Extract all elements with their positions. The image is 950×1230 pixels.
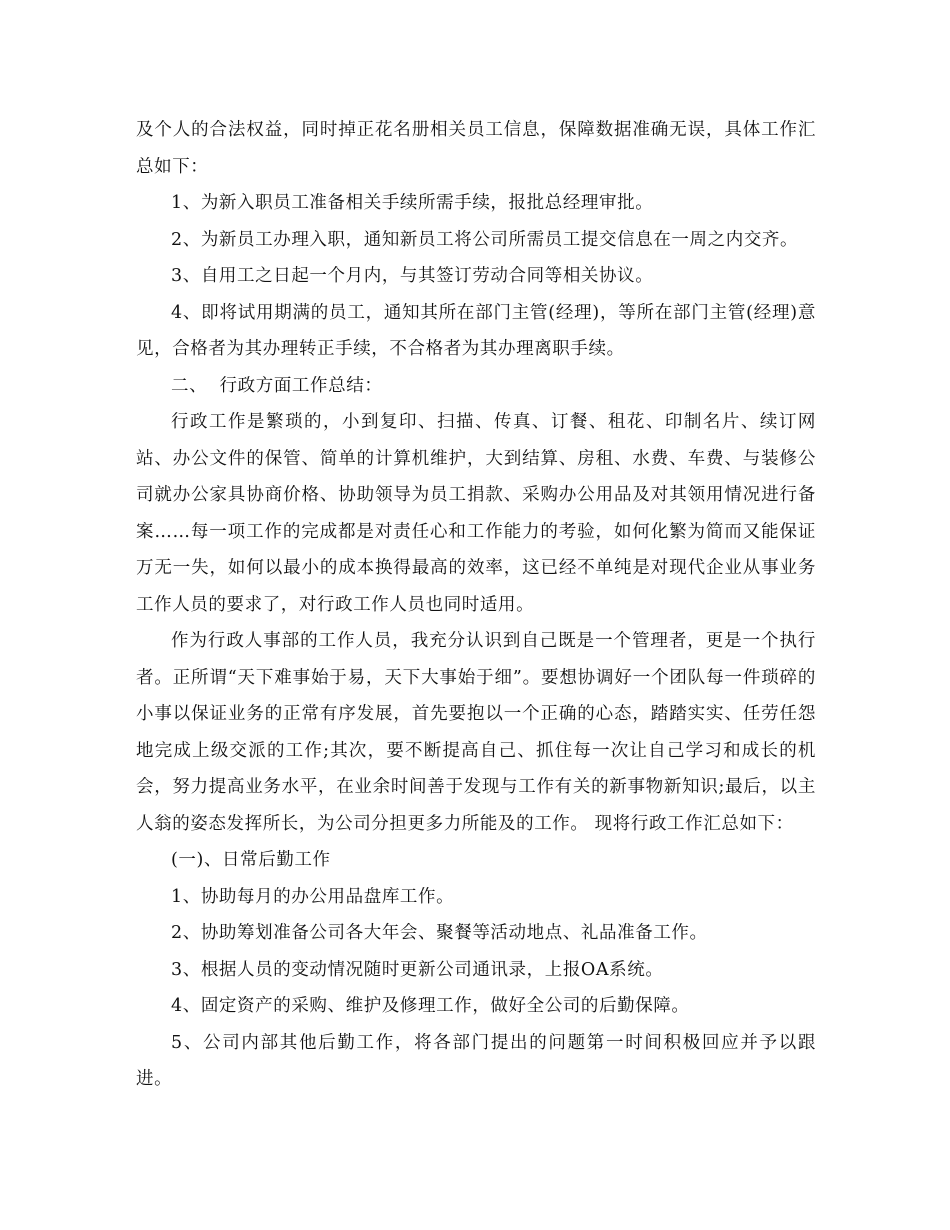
paragraph-logistics-2: 2、协助筹划准备公司各大年会、聚餐等活动地点、礼品准备工作。	[171, 923, 708, 943]
paragraph-intro: 及个人的合法权益，同时掉正花名册相关员工信息，保障数据准确无误，具体工作汇总如下：	[136, 120, 816, 177]
paragraph-logistics-4: 4、固定资产的采购、维护及修理工作，做好全公司的后勤保障。	[171, 996, 690, 1016]
paragraph-item-4: 4、即将试用期满的员工，通知其所在部门主管(经理)，等所在部门主管(经理)意见，合格者为其办理转正手续，不合格者为其办理离职手续。	[136, 302, 816, 359]
paragraph-item-3: 3、自用工之日起一个月内，与其签订劳动合同等相关协议。	[171, 266, 654, 286]
paragraph-logistics-3: 3、根据人员的变动情况随时更新公司通讯录，上报OA系统。	[171, 959, 664, 980]
paragraph-logistics-1: 1、协助每月的办公用品盘库工作。	[171, 886, 455, 907]
paragraph-item-1: 1、为新入职员工准备相关手续所需手续，报批总经理审批。	[171, 193, 654, 213]
paragraph-logistics-5: 5、公司内部其他后勤工作，将各部门提出的问题第一时间积极回应并予以跟进。	[136, 1032, 816, 1089]
section-heading-admin: 二、 行政方面工作总结：	[171, 375, 383, 396]
document-page	[136, 112, 816, 1098]
paragraph-admin-role: 作为行政人事部的工作人员，我充分认识到自己既是一个管理者，更是一个执行者。正所谓“天下难事始于易，天下大事始于细”。要想协调好一个团队每一件琐碎的小事以保证业务的正常有序发展，首先要抱以一个正确的心态，踏踏实实、任劳任怨地完成上级交派的工作;其次，要不断提高自己、抓住每一次让自己学习和成长的机会，努力提高业务水平，在业余时间善于发现与工作有关的新事物新知识;最后，以主人翁的姿态发挥所长，为公司分担更多力所能及的工作。 现将行政工作汇总如下：	[136, 631, 816, 834]
subsection-heading-logistics: (一)、日常后勤工作	[171, 850, 331, 870]
paragraph-admin-work: 行政工作是繁琐的，小到复印、扫描、传真、订餐、租花、印制名片、续订网站、办公文件的保管、简单的计算机维护，大到结算、房租、水费、车费、与装修公司就办公家具协商价格、协助领导为员工捐款、采购办公用品及对其领用情况进行备案……每一项工作的完成都是对责任心和工作能力的考验，如何化繁为简而又能保证万无一失，如何以最小的成本换得最高的效率，这已经不单纯是对现代企业从事业务工作人员的要求了，对行政工作人员也同时适用。	[136, 412, 816, 615]
paragraph-item-2: 2、为新员工办理入职，通知新员工将公司所需员工提交信息在一周之内交齐。	[171, 229, 799, 250]
